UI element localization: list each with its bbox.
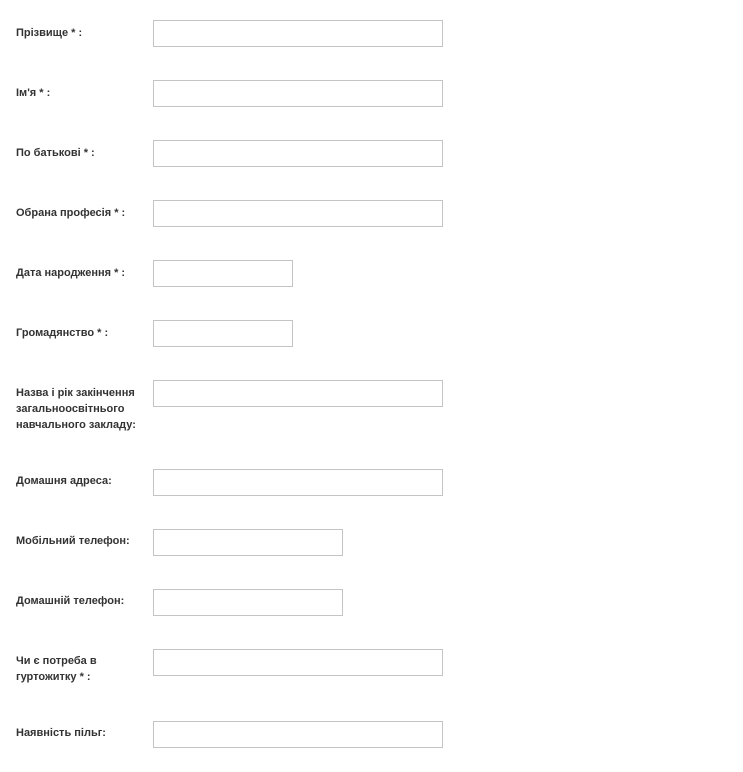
citizenship-input[interactable] xyxy=(153,320,293,347)
surname-input[interactable] xyxy=(153,20,443,47)
first-name-input[interactable] xyxy=(153,80,443,107)
home-phone-label: Домашній телефон: xyxy=(16,595,125,607)
home-address-label: Домашня адреса: xyxy=(16,475,112,487)
profession-input[interactable] xyxy=(153,200,443,227)
first-name-label: Ім'я * : xyxy=(16,87,51,99)
patronymic-input[interactable] xyxy=(153,140,443,167)
birth-date-input[interactable] xyxy=(153,260,293,287)
birth-date-label: Дата народження * : xyxy=(16,267,126,279)
profession-label: Обрана професія * : xyxy=(16,207,126,219)
mobile-phone-label: Мобільний телефон: xyxy=(16,535,130,547)
school-input[interactable] xyxy=(153,380,443,407)
dormitory-input[interactable] xyxy=(153,649,443,676)
patronymic-label: По батькові * : xyxy=(16,147,95,159)
benefits-input[interactable] xyxy=(153,721,443,748)
home-phone-input[interactable] xyxy=(153,589,343,616)
school-label: Назва і рік закінчення загальноосвітнього навчального закладу: xyxy=(16,387,136,431)
dormitory-label: Чи є потреба в гуртожитку * : xyxy=(16,655,97,683)
benefits-label: Наявність пільг: xyxy=(16,727,106,739)
citizenship-label: Громадянство * : xyxy=(16,327,109,339)
home-address-input[interactable] xyxy=(153,469,443,496)
surname-label: Прізвище * : xyxy=(16,27,83,39)
mobile-phone-input[interactable] xyxy=(153,529,343,556)
